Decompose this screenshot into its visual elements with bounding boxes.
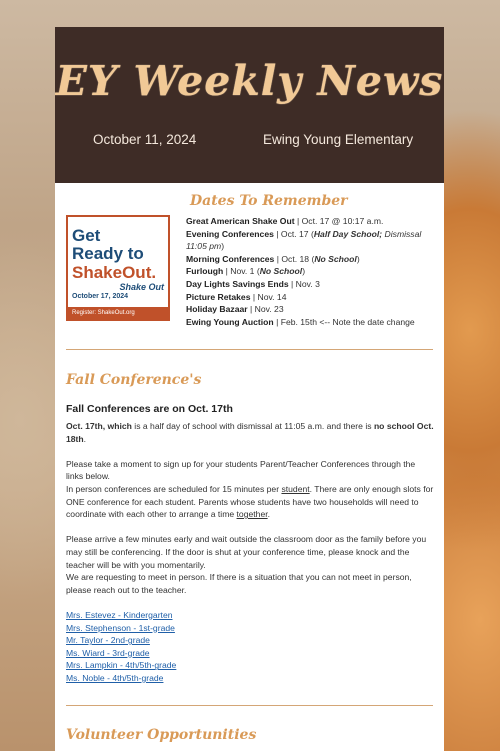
event-item: Evening Conferences | Oct. 17 (Half Day School; Dismissal 11:05 pm) <box>186 228 422 252</box>
link-4th-5th-grade-lampkin[interactable]: Mrs. Lampkin - 4th/5th-grade <box>66 660 177 671</box>
school-name: Ewing Young Elementary <box>263 132 414 147</box>
event-item: Great American Shake Out | Oct. 17 @ 10:17 a.m. <box>186 216 384 226</box>
events-list <box>186 215 436 328</box>
shakeout-logo-icon: Shake Out <box>119 282 164 292</box>
conferences-paragraph-5: We are requesting to meet in person. If there is a situation that you can not meet in person, please reach out to the teacher. <box>66 572 412 595</box>
conferences-subheading: Fall Conferences are on Oct. 17th <box>66 403 233 415</box>
conferences-paragraph-1: Oct. 17th, which is a half day of school with dismissal at 11:05 a.m. and there is no school Oct. 18th. <box>66 421 434 444</box>
event-item: Morning Conferences | Oct. 18 (No School) <box>186 253 360 264</box>
poster-date: October 17, 2024 <box>72 293 129 300</box>
poster-line-2: Ready to <box>72 244 144 263</box>
poster-line-1: Get <box>72 226 101 245</box>
poster-line-3: ShakeOut. <box>72 263 157 282</box>
event-item: Holiday Bazaar | Nov. 23 <box>186 304 284 315</box>
conferences-paragraph-3: In person conferences are scheduled for 15 minutes per student. There are only enough slots for ONE conference for each student. Parents whose students have two households will need to coordinate with each other to arrange a time together. <box>66 483 434 520</box>
conferences-paragraph-2: Please take a moment to sign up for your students Parent/Teacher Conferences through the links below. <box>66 458 416 482</box>
event-item: Furlough | Nov. 1 (No School) <box>186 266 306 277</box>
newsletter-header <box>55 27 444 183</box>
link-kindergarten[interactable]: Mrs. Estevez - Kindergarten <box>66 609 173 620</box>
masthead-title: EY Weekly News <box>55 57 444 105</box>
issue-date: October 11, 2024 <box>93 132 197 147</box>
conferences-paragraph-4: Please arrive a few minutes early and wait outside the classroom door as the family before you may still be conferencing. If the door is shut at your conference time, please knock and the teacher will be with you momentarily. <box>66 534 427 570</box>
link-3rd-grade[interactable]: Ms. Wiard - 3rd-grade <box>66 647 150 658</box>
shakeout-poster-image[interactable] <box>66 215 170 321</box>
link-2nd-grade[interactable]: Mr. Taylor - 2nd-grade <box>66 635 150 646</box>
section-divider <box>66 349 433 350</box>
link-4th-5th-grade-noble[interactable]: Ms. Noble - 4th/5th-grade <box>66 672 164 683</box>
conferences-section-title: Fall Conference's <box>66 372 202 388</box>
event-item: Ewing Young Auction | Feb. 15th <-- Note the date change <box>186 316 415 327</box>
dates-section-title: Dates To Remember <box>190 193 348 209</box>
volunteer-section-title: Volunteer Opportunities <box>66 727 257 743</box>
newsletter-card <box>55 27 444 751</box>
event-item: Day Lights Savings Ends | Nov. 3 <box>186 278 320 289</box>
section-divider <box>66 705 433 706</box>
poster-register-bar: Register: ShakeOut.org <box>68 307 168 319</box>
teacher-signup-links <box>66 609 434 685</box>
conferences-body <box>66 420 434 684</box>
link-1st-grade[interactable]: Mrs. Stephenson - 1st-grade <box>66 622 175 633</box>
event-item: Picture Retakes | Nov. 14 <box>186 291 287 302</box>
